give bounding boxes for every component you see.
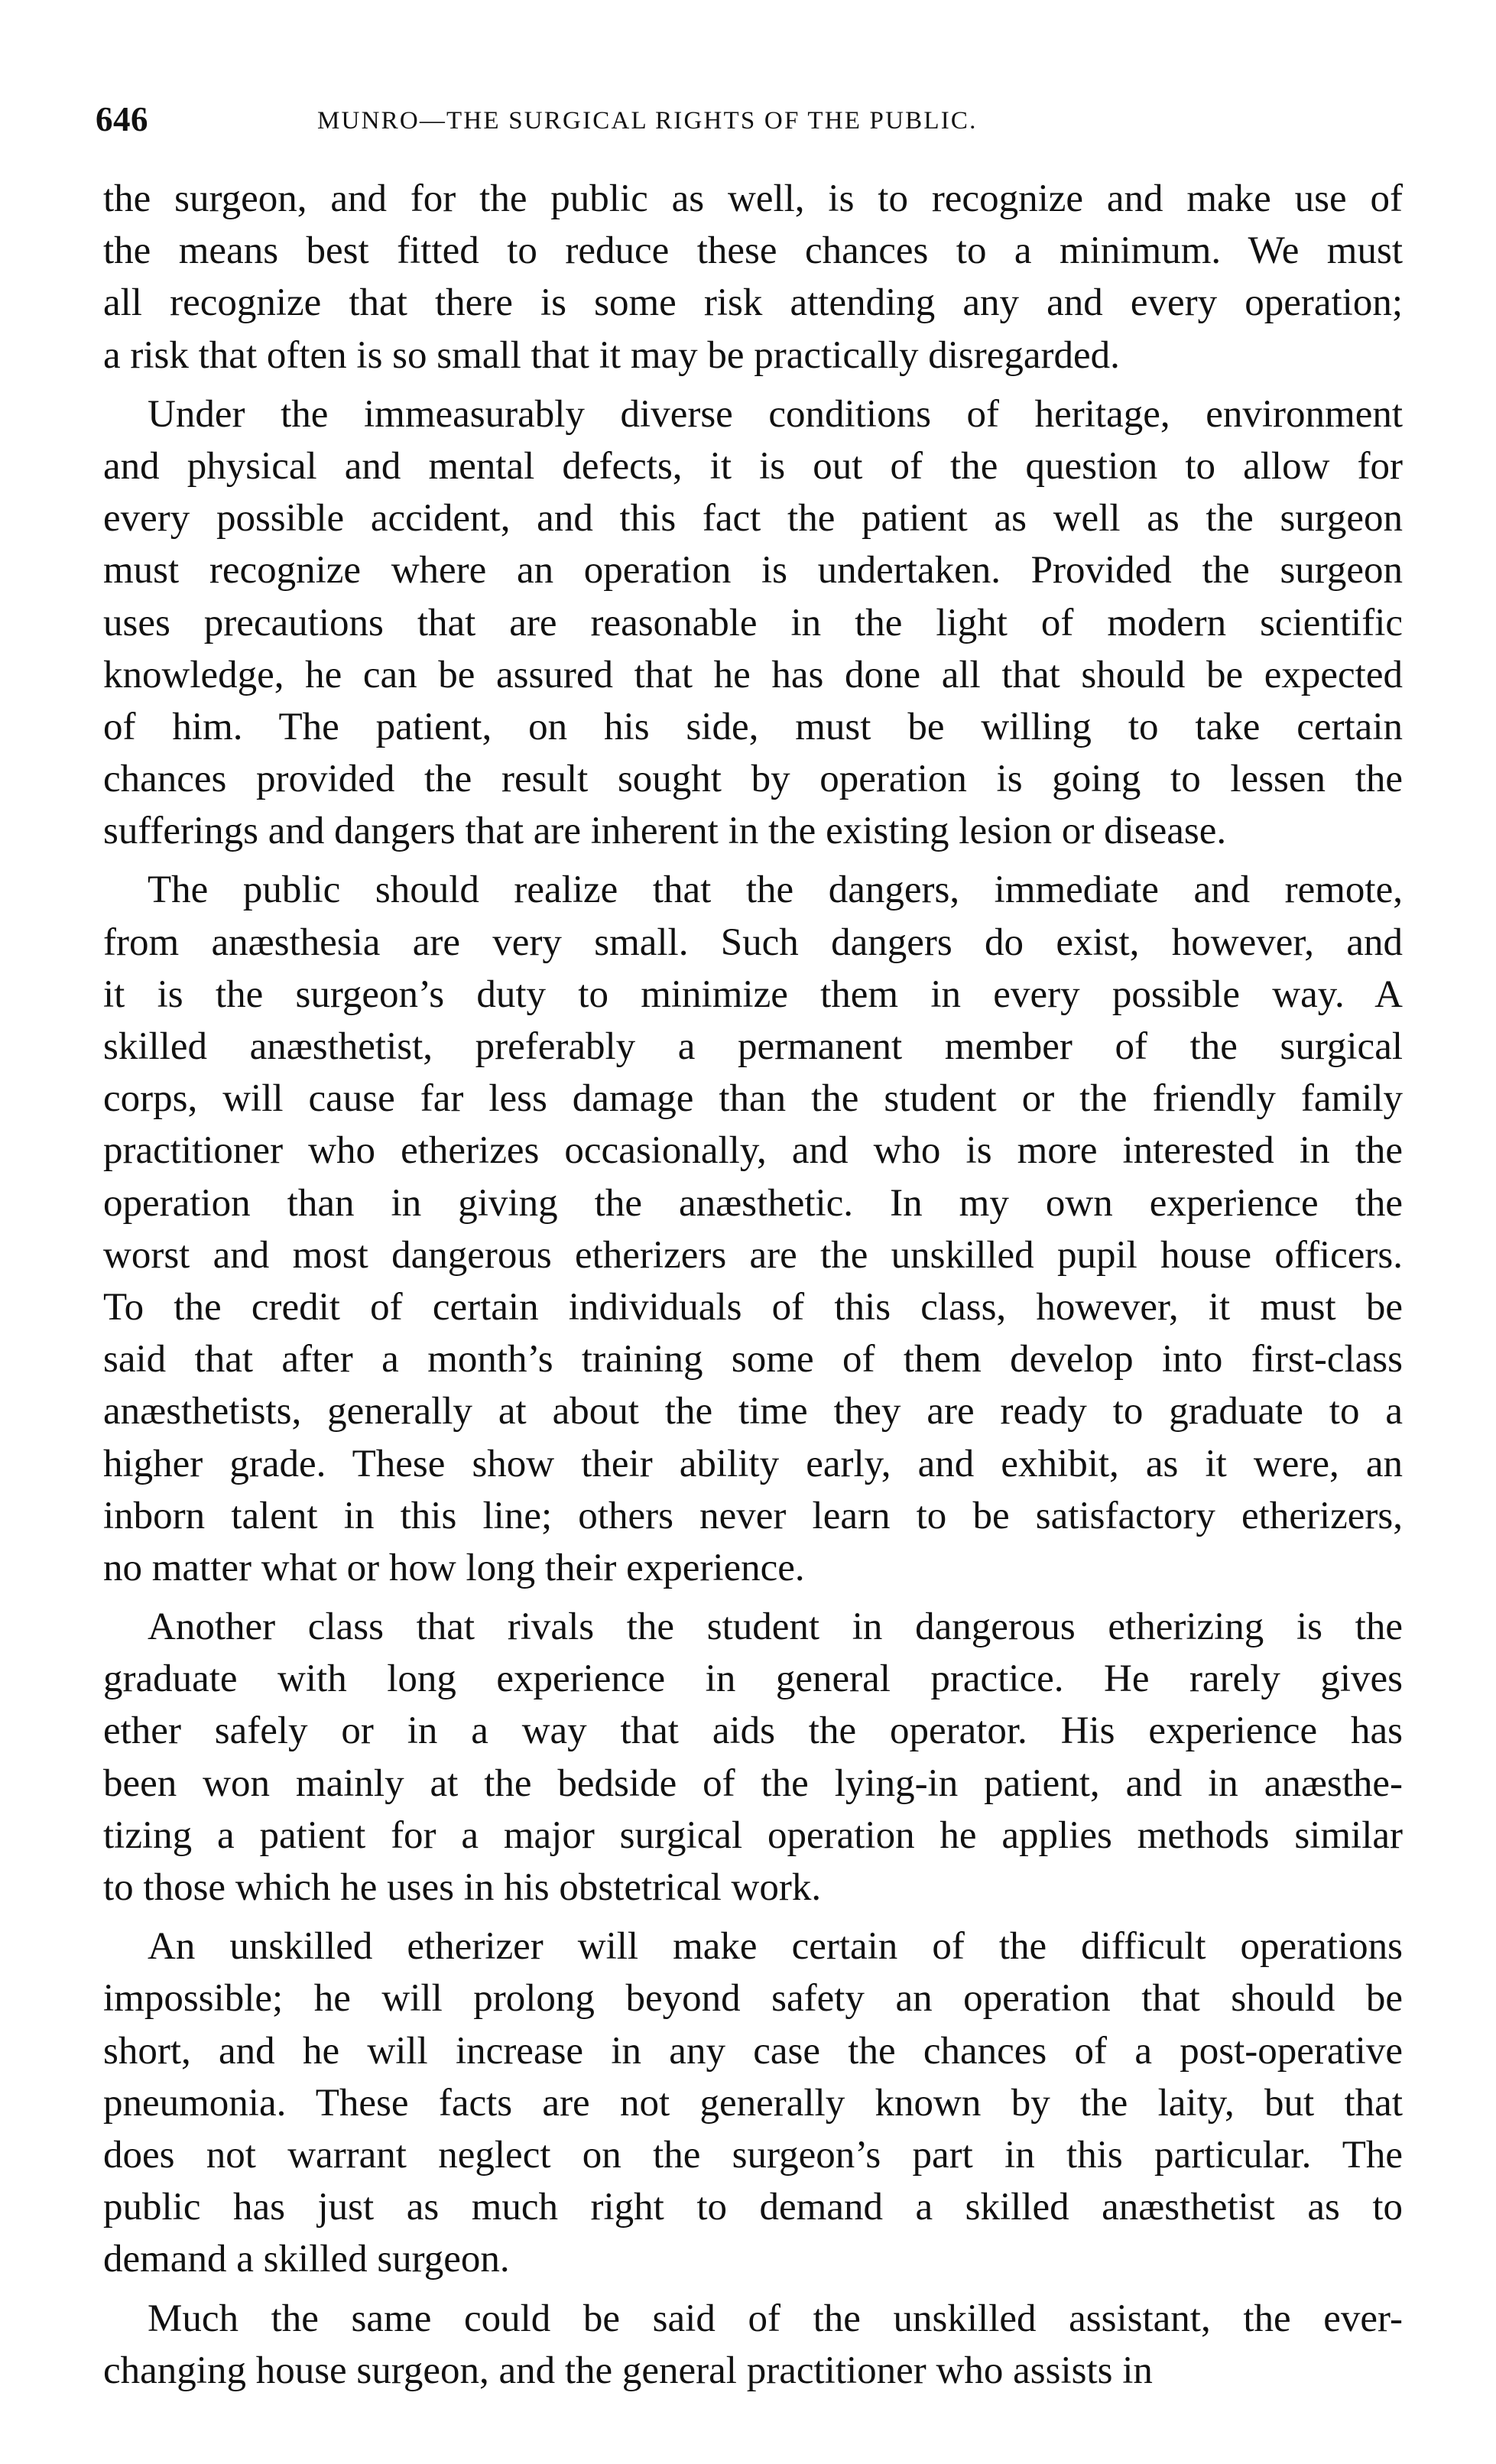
text-line: it is the surgeon’s duty to minimize them in every possible way. A bbox=[103, 972, 1403, 1016]
running-header bbox=[96, 98, 1403, 144]
text-line: Another class that rivals the student in dangerous etherizing is the bbox=[148, 1605, 1403, 1649]
text-line: and physical and mental defects, it is out of the question to allow for bbox=[103, 444, 1403, 488]
text-line: the means best fitted to reduce these chances to a minimum. We must bbox=[103, 229, 1403, 273]
paragraph bbox=[103, 1601, 1403, 1914]
text-line: practitioner who etherizes occasionally, and who is more interested in the bbox=[103, 1129, 1403, 1173]
text-line: said that after a month’s training some of them develop into first-class bbox=[103, 1338, 1403, 1381]
text-line: chances provided the result sought by operation is going to lessen the bbox=[103, 758, 1403, 801]
body-text bbox=[103, 173, 1403, 2397]
text-line: ether safely or in a way that aids the operator. His experience has bbox=[103, 1709, 1403, 1753]
text-line: from anæsthesia are very small. Such dangers do exist, however, and bbox=[103, 920, 1403, 964]
text-line: To the credit of certain individuals of this class, however, it must be bbox=[103, 1285, 1403, 1329]
text-line: public has just as much right to demand a skilled anæsthetist as to bbox=[103, 2186, 1403, 2229]
paragraph bbox=[103, 173, 1403, 381]
running-title: MUNRO—THE SURGICAL RIGHTS OF THE PUBLIC. bbox=[317, 107, 978, 135]
text-line: impossible; he will prolong beyond safety an operation that should be bbox=[103, 1977, 1403, 2021]
text-line: pneumonia. These facts are not generally known by the laity, but that bbox=[103, 2081, 1403, 2125]
paragraph bbox=[103, 388, 1403, 858]
paragraph bbox=[103, 1920, 1403, 2285]
text-line: inborn talent in this line; others never learn to be satisfactory etherizers, bbox=[103, 1494, 1403, 1537]
text-line: does not warrant neglect on the surgeon’s part in this particular. The bbox=[103, 2133, 1403, 2177]
text-line: short, and he will increase in any case the chances of a post-operative bbox=[103, 2029, 1403, 2073]
text-line: every possible accident, and this fact the patient as well as the surgeon bbox=[103, 497, 1403, 541]
text-line: to those which he uses in his obstetrical work. bbox=[103, 1866, 822, 1909]
text-line: higher grade. These show their ability early, and exhibit, as it were, an bbox=[103, 1442, 1403, 1485]
text-line: operation than in giving the anæsthetic. In my own experience the bbox=[103, 1181, 1403, 1225]
text-line: knowledge, he can be assured that he has done all that should be expected bbox=[103, 653, 1403, 696]
text-line: anæsthetists, generally at about the time they are ready to graduate to a bbox=[103, 1390, 1403, 1433]
text-line: graduate with long experience in general practice. He rarely gives bbox=[103, 1657, 1403, 1701]
text-line: the surgeon, and for the public as well, is to recognize and make use of bbox=[103, 177, 1403, 220]
page-number: 646 bbox=[96, 100, 148, 138]
text-line: sufferings and dangers that are inherent in the existing lesion or disease. bbox=[103, 810, 1227, 853]
text-line: a risk that often is so small that it may be practically disregarded. bbox=[103, 333, 1120, 377]
text-line: of him. The patient, on his side, must be willing to take certain bbox=[103, 705, 1403, 748]
text-line: been won mainly at the bedside of the lying-in patient, and in anæsthe- bbox=[103, 1761, 1403, 1805]
text-line: The public should realize that the dangers, immediate and remote, bbox=[148, 868, 1403, 912]
text-line: Much the same could be said of the unskilled assistant, the ever- bbox=[148, 2297, 1403, 2340]
text-line: no matter what or how long their experience. bbox=[103, 1546, 805, 1589]
text-line: tizing a patient for a major surgical operation he applies methods similar bbox=[103, 1813, 1403, 1857]
text-line: An unskilled etherizer will make certain of the difficult operations bbox=[148, 1925, 1403, 1969]
text-line: uses precautions that are reasonable in the light of modern scientific bbox=[103, 601, 1403, 644]
text-line: changing house surgeon, and the general practitioner who assists in bbox=[103, 2349, 1153, 2392]
text-line: must recognize where an operation is undertaken. Provided the surgeon bbox=[103, 549, 1403, 592]
text-line: Under the immeasurably diverse conditions of heritage, environment bbox=[148, 392, 1403, 436]
text-line: all recognize that there is some risk attending any and every operation; bbox=[103, 281, 1403, 325]
text-line: demand a skilled surgeon. bbox=[103, 2238, 510, 2281]
text-line: corps, will cause far less damage than the student or the friendly family bbox=[103, 1077, 1403, 1121]
paragraph bbox=[103, 2293, 1403, 2397]
text-line: worst and most dangerous etherizers are the unskilled pupil house officers. bbox=[103, 1233, 1403, 1277]
text-line: skilled anæsthetist, preferably a permanent member of the surgical bbox=[103, 1025, 1403, 1068]
paragraph bbox=[103, 864, 1403, 1594]
